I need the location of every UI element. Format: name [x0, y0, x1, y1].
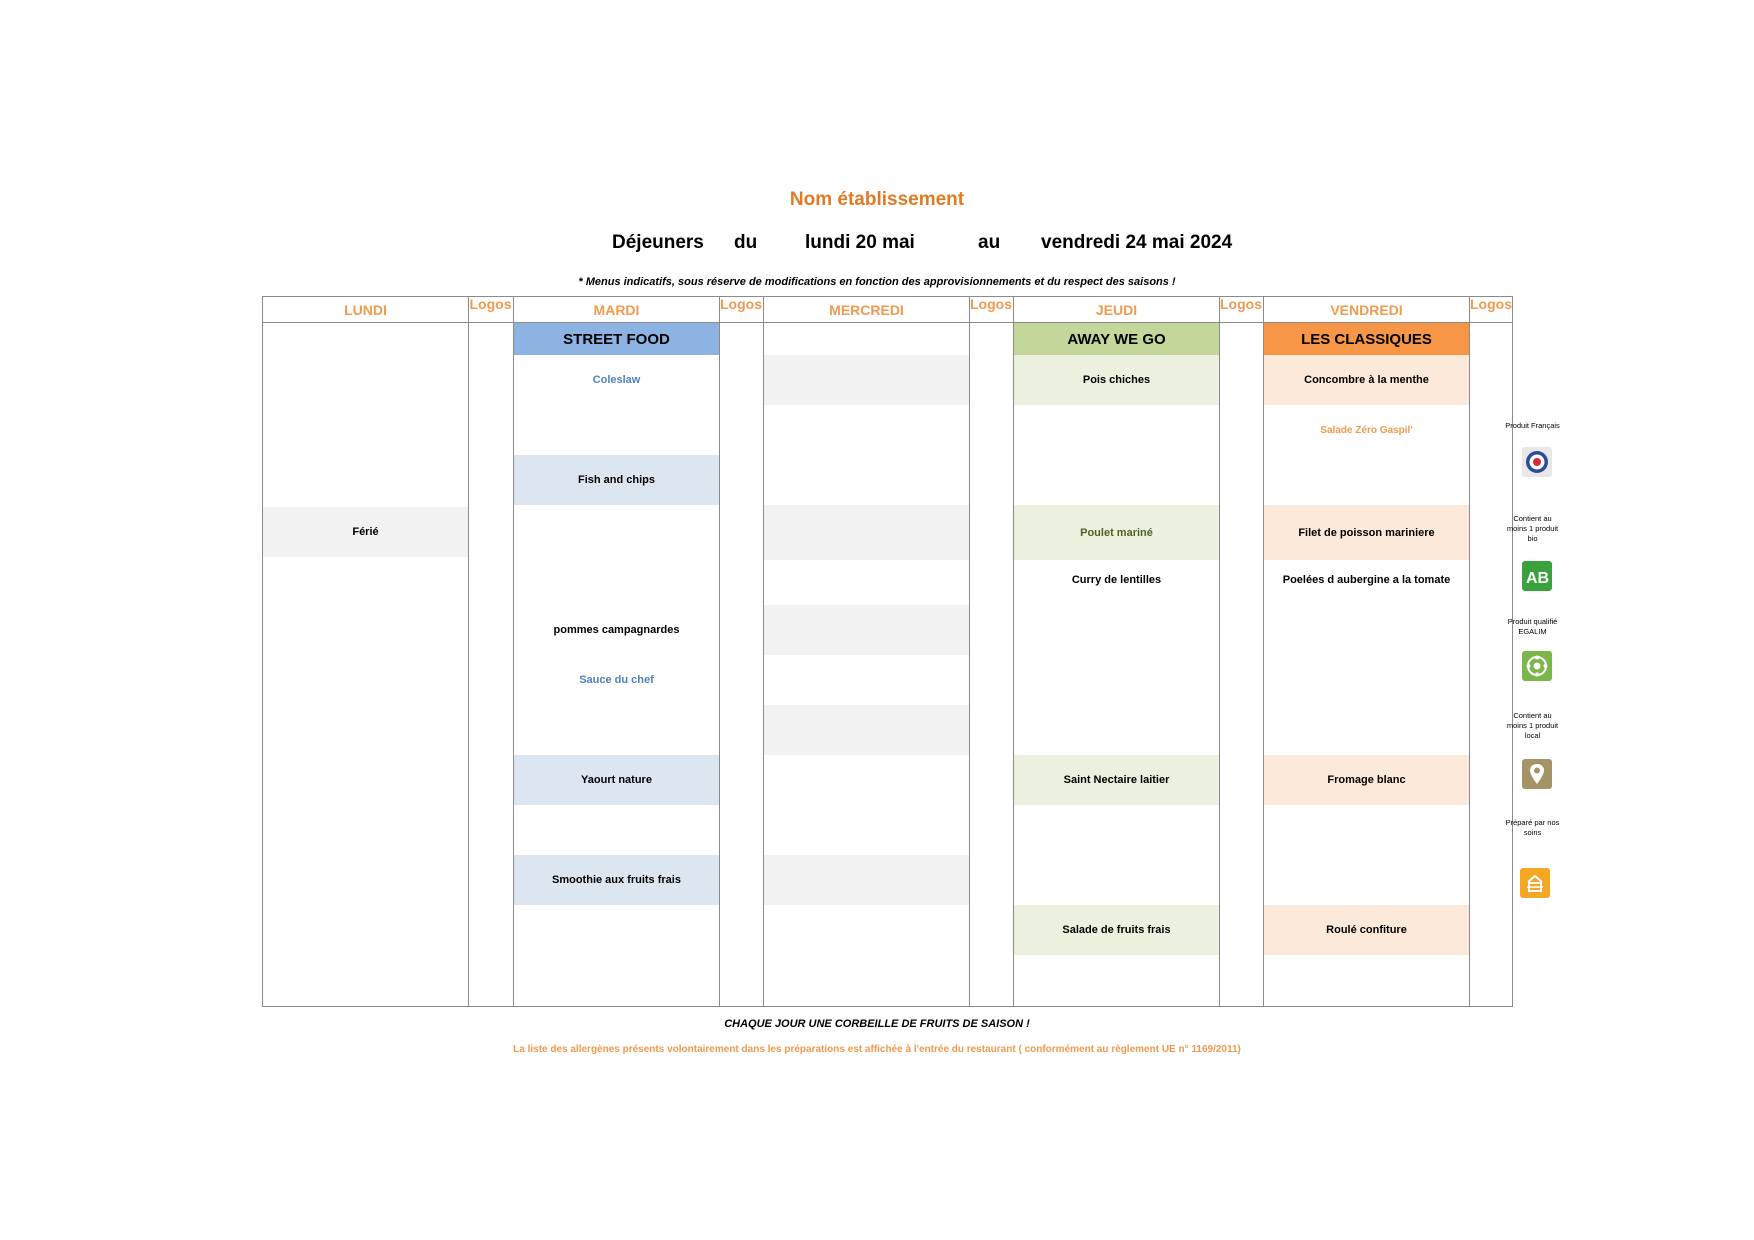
- menu-item-vendredi-starter: Concombre à la menthe: [1264, 355, 1469, 405]
- menu-item-vendredi-starter-alt: Salade Zéro Gaspil': [1320, 424, 1413, 436]
- column-divider: [1219, 297, 1220, 1006]
- svg-text:AB: AB: [1526, 570, 1550, 587]
- menu-disclaimer: * Menus indicatifs, sous réserve de modifications en fonction des approvisionnements et du respect des saisons !: [578, 276, 1176, 288]
- start-date: lundi 20 mai: [805, 232, 915, 253]
- menu-item-mardi-starter: Coleslaw: [592, 374, 641, 386]
- menu-item-mardi-sauce: Sauce du chef: [579, 674, 654, 686]
- theme-les-classiques: LES CLASSIQUES: [1264, 323, 1469, 355]
- menu-item-mardi-side: pommes campagnardes: [553, 624, 680, 636]
- end-date: vendredi 24 mai 2024: [1041, 232, 1233, 253]
- column-divider: [513, 297, 514, 1006]
- menu-item-jeudi-main-alt: Curry de lentilles: [1071, 574, 1162, 586]
- day-header-jeudi: JEUDI: [1095, 302, 1138, 318]
- menu-item-lundi-ferie: Férié: [263, 507, 468, 557]
- menu-item-vendredi-side: Poelées d aubergine a la tomate: [1282, 574, 1451, 586]
- menu-item-mardi-dessert: Smoothie aux fruits frais: [514, 855, 719, 905]
- menu-item-mercredi-empty: [764, 505, 969, 560]
- menu-item-jeudi-starter: Pois chiches: [1014, 355, 1219, 405]
- menu-item-jeudi-dairy: Saint Nectaire laitier: [1014, 755, 1219, 805]
- menu-item-mercredi-empty: [764, 855, 969, 905]
- menu-item-jeudi-main: Poulet mariné: [1014, 505, 1219, 560]
- logos-header: Logos: [720, 297, 762, 312]
- menu-item-vendredi-dessert: Roulé confiture: [1264, 905, 1469, 955]
- menu-table: [262, 296, 1513, 1007]
- column-divider: [468, 297, 469, 1006]
- to-label: au: [978, 232, 1001, 253]
- from-label: du: [734, 232, 758, 253]
- meal-label: Déjeuners: [612, 232, 704, 253]
- fruit-basket-note: CHAQUE JOUR UNE CORBEILLE DE FRUITS DE SAISON !: [724, 1018, 1030, 1030]
- theme-away-we-go: AWAY WE GO: [1014, 323, 1219, 355]
- column-divider: [1013, 297, 1014, 1006]
- egalim-icon: [1522, 651, 1552, 681]
- day-header-lundi: LUNDI: [344, 302, 387, 318]
- menu-item-jeudi-dessert: Salade de fruits frais: [1014, 905, 1219, 955]
- legend-label-bio: Contient au moins 1 produit bio: [1506, 514, 1559, 543]
- menu-item-mardi-main: Fish and chips: [514, 455, 719, 505]
- legend-label-fait-maison: Préparé par nos soins: [1505, 818, 1560, 837]
- homemade-icon: [1520, 868, 1550, 898]
- establishment-name: Nom établissement: [789, 189, 965, 210]
- legend-label-egalim: Produit qualifié EGALIM: [1507, 617, 1558, 636]
- day-header-vendredi: VENDREDI: [1330, 302, 1403, 318]
- theme-street-food: STREET FOOD: [514, 323, 719, 355]
- organic-ab-icon: [1522, 561, 1552, 591]
- logos-header: Logos: [970, 297, 1012, 312]
- logos-header: Logos: [1220, 297, 1262, 312]
- legend-label-produit-francais: Produit Français: [1505, 421, 1560, 430]
- french-product-icon: [1522, 447, 1552, 477]
- logos-header: Logos: [1470, 297, 1512, 312]
- menu-item-mercredi-empty: [764, 605, 969, 655]
- allergen-note: La liste des allergènes présents volontairement dans les préparations est affichée à l'entrée du restaurant ( conformément au règlement UE n° 1169/2011): [513, 1043, 1241, 1055]
- day-header-mercredi: MERCREDI: [829, 302, 904, 318]
- column-divider: [969, 297, 970, 1006]
- column-divider: [1263, 297, 1264, 1006]
- local-pin-icon: [1522, 759, 1552, 789]
- column-divider: [763, 297, 764, 1006]
- menu-item-vendredi-main: Filet de poisson mariniere: [1264, 505, 1469, 560]
- day-header-mardi: MARDI: [593, 302, 640, 318]
- column-divider: [719, 297, 720, 1006]
- logos-header: Logos: [469, 297, 512, 312]
- menu-item-mercredi-empty: [764, 705, 969, 755]
- column-divider: [1469, 297, 1470, 1006]
- menu-item-mardi-dairy: Yaourt nature: [514, 755, 719, 805]
- menu-item-vendredi-dairy: Fromage blanc: [1264, 755, 1469, 805]
- legend-label-local: Contient au moins 1 produit local: [1506, 711, 1559, 740]
- menu-item-mercredi-empty: [764, 355, 969, 405]
